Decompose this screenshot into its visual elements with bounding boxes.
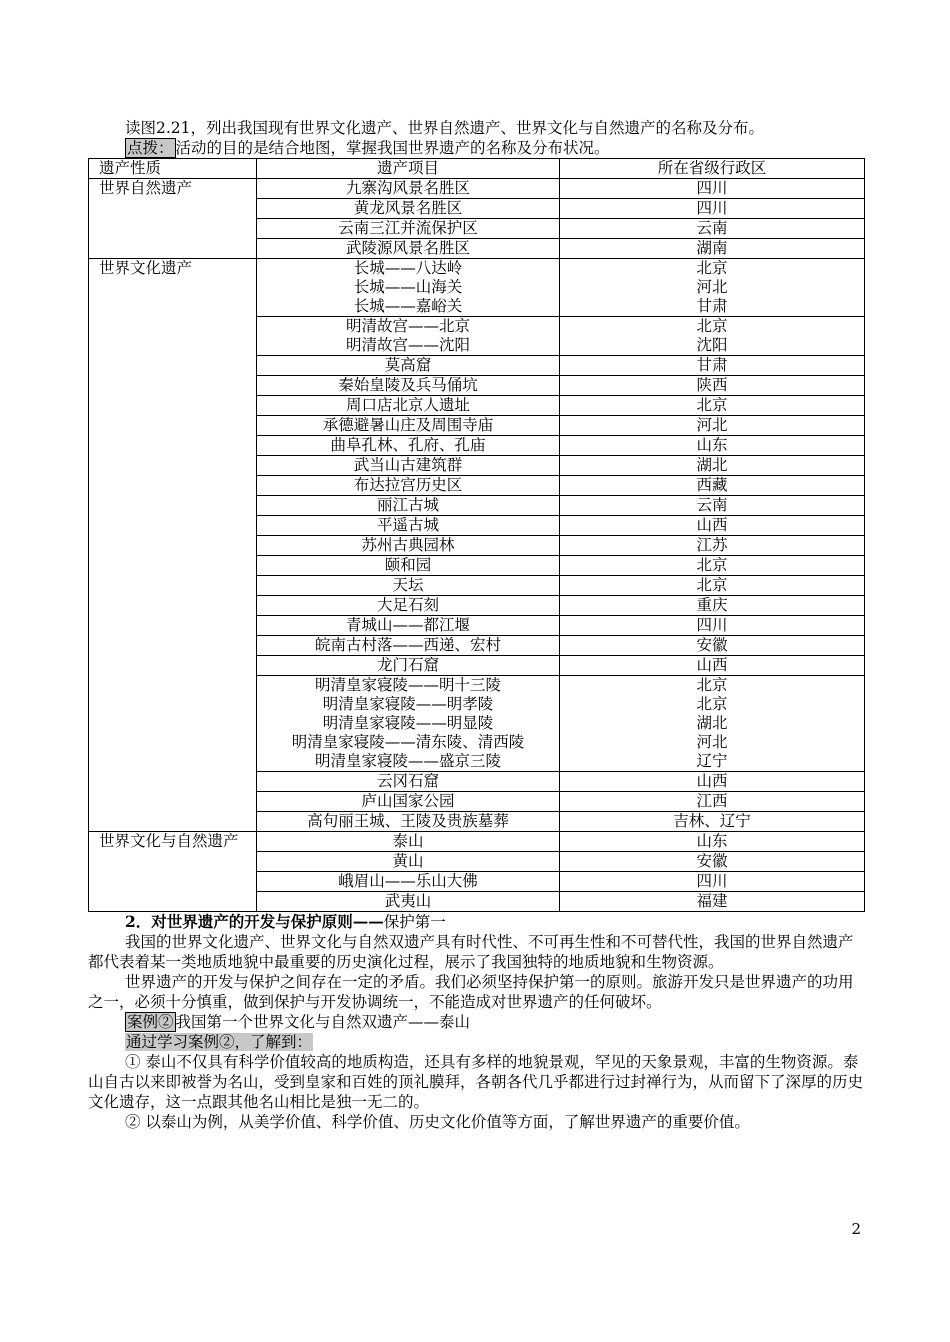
item-cell (257, 892, 560, 912)
item-name: 泰山 (392, 832, 424, 850)
item-cell (257, 616, 560, 636)
item-name: 长城——八达岭 (353, 259, 463, 277)
province-cell (560, 576, 865, 596)
item-name: 布达拉宫历史区 (353, 476, 463, 494)
item-cell (257, 772, 560, 792)
item-name: 武夷山 (384, 892, 432, 910)
province-name: 湖北 (696, 456, 728, 474)
section2-heading (88, 912, 864, 932)
item-cell (257, 516, 560, 536)
province-name: 江西 (696, 792, 728, 810)
intro-paragraph: 读图2.21，列出我国现有世界文化遗产、世界自然遗产、世界文化与自然遗产的名称及分布。 (125, 119, 765, 137)
item-name: 明清皇家寝陵——明显陵 (322, 714, 494, 732)
province-cell (560, 616, 865, 636)
province-cell (560, 832, 865, 852)
province-name: 陕西 (696, 376, 728, 394)
item-name: 黄龙风景名胜区 (353, 199, 463, 217)
province-name: 四川 (696, 872, 728, 890)
province-cell (560, 596, 865, 616)
item-cell (257, 456, 560, 476)
item-cell (257, 536, 560, 556)
item-cell (257, 356, 560, 376)
province-name: 辽宁 (696, 752, 728, 770)
province-cell (560, 516, 865, 536)
province-name: 北京 (696, 396, 728, 414)
province-name: 湖北 (696, 714, 728, 732)
province-cell (560, 356, 865, 376)
province-cell (560, 317, 865, 356)
province-name: 河北 (696, 733, 728, 751)
item-name: 周口店北京人遗址 (345, 396, 470, 414)
province-cell (560, 476, 865, 496)
item-cell (257, 496, 560, 516)
item-name: 庐山国家公园 (361, 792, 455, 810)
province-name: 云南 (696, 219, 728, 237)
province-name: 山西 (696, 772, 728, 790)
province-name: 吉林、辽宁 (673, 812, 751, 830)
item-cell (257, 636, 560, 656)
item-name: 龙门石窟 (376, 656, 439, 674)
item-cell (257, 416, 560, 436)
province-cell (560, 436, 865, 456)
section2-heading-bold: 2．对世界遗产的开发与保护原则—— (125, 912, 384, 931)
province-cell (560, 456, 865, 476)
item-cell (257, 376, 560, 396)
heritage-table (88, 158, 865, 912)
point-2: ② 以泰山为例，从美学价值、科学价值、历史文化价值等方面，了解世界遗产的重要价值。 (125, 1113, 750, 1131)
province-cell (560, 219, 865, 239)
hint-paragraph (88, 138, 864, 158)
item-cell (257, 317, 560, 356)
item-name: 丽江古城 (376, 496, 439, 514)
category-cell: 世界文化与自然遗产 (89, 832, 257, 912)
section2-heading-tail: 保护第一 (383, 913, 446, 931)
province-name: 沈阳 (696, 336, 728, 354)
item-cell (257, 852, 560, 872)
province-name: 山西 (696, 656, 728, 674)
item-cell (257, 259, 560, 317)
province-cell (560, 676, 865, 772)
province-name: 重庆 (696, 596, 728, 614)
province-cell (560, 892, 865, 912)
province-name: 山西 (696, 516, 728, 534)
item-name: 云南三江并流保护区 (338, 219, 478, 237)
province-cell (560, 496, 865, 516)
case-title-line (88, 1012, 864, 1032)
hint-text: 活动的目的是结合地图，掌握我国世界遗产的名称及分布状况。 (175, 139, 610, 157)
item-name: 高句丽王城、王陵及贵族墓葬 (307, 812, 509, 830)
province-name: 北京 (696, 676, 728, 694)
province-name: 北京 (696, 576, 728, 594)
item-name: 承德避暑山庄及周围寺庙 (322, 416, 494, 434)
study-line (88, 1032, 864, 1052)
province-name: 安徽 (696, 636, 728, 654)
case-label: 案例② (127, 1013, 174, 1031)
header-cell-item: 遗产项目 (257, 159, 560, 179)
item-name: 长城——嘉峪关 (353, 297, 463, 315)
item-cell (257, 832, 560, 852)
province-name: 四川 (696, 199, 728, 217)
item-name: 云冈石窟 (376, 772, 439, 790)
header-cell-province: 所在省级行政区 (560, 159, 865, 179)
item-name: 明清皇家寝陵——盛京三陵 (314, 752, 501, 770)
page-number: 2 (851, 1220, 861, 1238)
province-name: 云南 (696, 496, 728, 514)
study-label: 通过学习案例②，了解到： (126, 1033, 313, 1051)
item-name: 曲阜孔林、孔府、孔庙 (330, 436, 486, 454)
province-cell (560, 772, 865, 792)
province-name: 河北 (696, 416, 728, 434)
item-cell (257, 792, 560, 812)
province-cell (560, 872, 865, 892)
item-cell (257, 476, 560, 496)
item-cell (257, 396, 560, 416)
province-cell (560, 636, 865, 656)
header-cell-category: 遗产性质 (89, 159, 257, 179)
item-name: 武当山古建筑群 (353, 456, 463, 474)
province-name: 山东 (696, 832, 728, 850)
province-name: 河北 (696, 278, 728, 296)
table-header-row (89, 159, 865, 179)
province-cell (560, 239, 865, 259)
item-name: 明清皇家寝陵——清东陵、清西陵 (291, 733, 525, 751)
province-cell (560, 376, 865, 396)
province-name: 湖南 (696, 239, 728, 257)
section2-paragraph-1: 我国的世界文化遗产、世界文化与自然双遗产具有时代性、不可再生性和不可替代性，我国的世界自然遗产都代表着某一类地质地貌中最重要的历史演化过程，展示了我国独特的地质地貌和生物资源。 (88, 933, 854, 971)
province-name: 北京 (696, 695, 728, 713)
province-name: 甘肃 (696, 356, 728, 374)
item-name: 颐和园 (384, 556, 432, 574)
table-row (89, 832, 865, 852)
item-cell (257, 436, 560, 456)
item-name: 大足石刻 (376, 596, 439, 614)
province-cell (560, 812, 865, 832)
item-cell (257, 199, 560, 219)
item-cell (257, 239, 560, 259)
province-cell (560, 556, 865, 576)
table-row (89, 179, 865, 199)
province-name: 北京 (696, 259, 728, 277)
category-cell: 世界文化遗产 (89, 259, 257, 832)
item-cell (257, 676, 560, 772)
item-name: 明清故宫——北京 (345, 317, 470, 335)
item-name: 苏州古典园林 (361, 536, 455, 554)
item-cell (257, 556, 560, 576)
province-cell (560, 656, 865, 676)
province-name: 山东 (696, 436, 728, 454)
item-name: 武陵源风景名胜区 (345, 239, 470, 257)
document-page (88, 118, 864, 1132)
item-name: 秦始皇陵及兵马俑坑 (338, 376, 478, 394)
province-name: 甘肃 (696, 297, 728, 315)
item-cell (257, 179, 560, 199)
province-name: 福建 (696, 892, 728, 910)
item-name: 青城山——都江堰 (345, 616, 470, 634)
item-cell (257, 812, 560, 832)
item-name: 明清故宫——沈阳 (345, 336, 470, 354)
item-name: 明清皇家寝陵——明孝陵 (322, 695, 494, 713)
heritage-table-body (89, 159, 865, 912)
hint-label: 点拨： (127, 139, 174, 157)
item-cell (257, 872, 560, 892)
item-name: 天坛 (392, 576, 424, 594)
item-name: 莫高窟 (384, 356, 432, 374)
category-cell: 世界自然遗产 (89, 179, 257, 259)
point-1: ① 泰山不仅具有科学价值较高的地质构造，还具有多样的地貌景观，罕见的天象景观，丰富的生物资源。泰山自古以来即被誉为名山，受到皇家和百姓的顶礼膜拜，各朝各代几乎都进行过封禅行为，从而留下了深厚的历史文化遗存，这一点跟其他名山相比是独一无二的。 (88, 1053, 864, 1111)
province-cell (560, 536, 865, 556)
item-cell (257, 596, 560, 616)
item-cell (257, 656, 560, 676)
province-name: 江苏 (696, 536, 728, 554)
province-name: 北京 (696, 556, 728, 574)
item-cell (257, 219, 560, 239)
province-cell (560, 416, 865, 436)
province-name: 北京 (696, 317, 728, 335)
item-name: 皖南古村落——西递、宏村 (314, 636, 501, 654)
item-name: 九寨沟风景名胜区 (345, 179, 470, 197)
item-name: 明清皇家寝陵——明十三陵 (314, 676, 501, 694)
province-cell (560, 396, 865, 416)
item-name: 平遥古城 (376, 516, 439, 534)
item-name: 峨眉山——乐山大佛 (338, 872, 478, 890)
province-name: 西藏 (696, 476, 728, 494)
province-name: 安徽 (696, 852, 728, 870)
section2-paragraph-2: 世界遗产的开发与保护之间存在一定的矛盾。我们必须坚持保护第一的原则。旅游开发只是世界遗产的功用之一，必须十分慎重，做到保护与开发协调统一，不能造成对世界遗产的任何破坏。 (88, 973, 854, 1011)
province-cell (560, 852, 865, 872)
province-cell (560, 792, 865, 812)
province-name: 四川 (696, 616, 728, 634)
province-name: 四川 (696, 179, 728, 197)
item-cell (257, 576, 560, 596)
item-name: 黄山 (392, 852, 424, 870)
province-cell (560, 199, 865, 219)
table-row (89, 259, 865, 317)
province-cell (560, 179, 865, 199)
case-title: 我国第一个世界文化与自然双遗产——泰山 (175, 1013, 471, 1031)
item-name: 长城——山海关 (353, 278, 463, 296)
province-cell (560, 259, 865, 317)
